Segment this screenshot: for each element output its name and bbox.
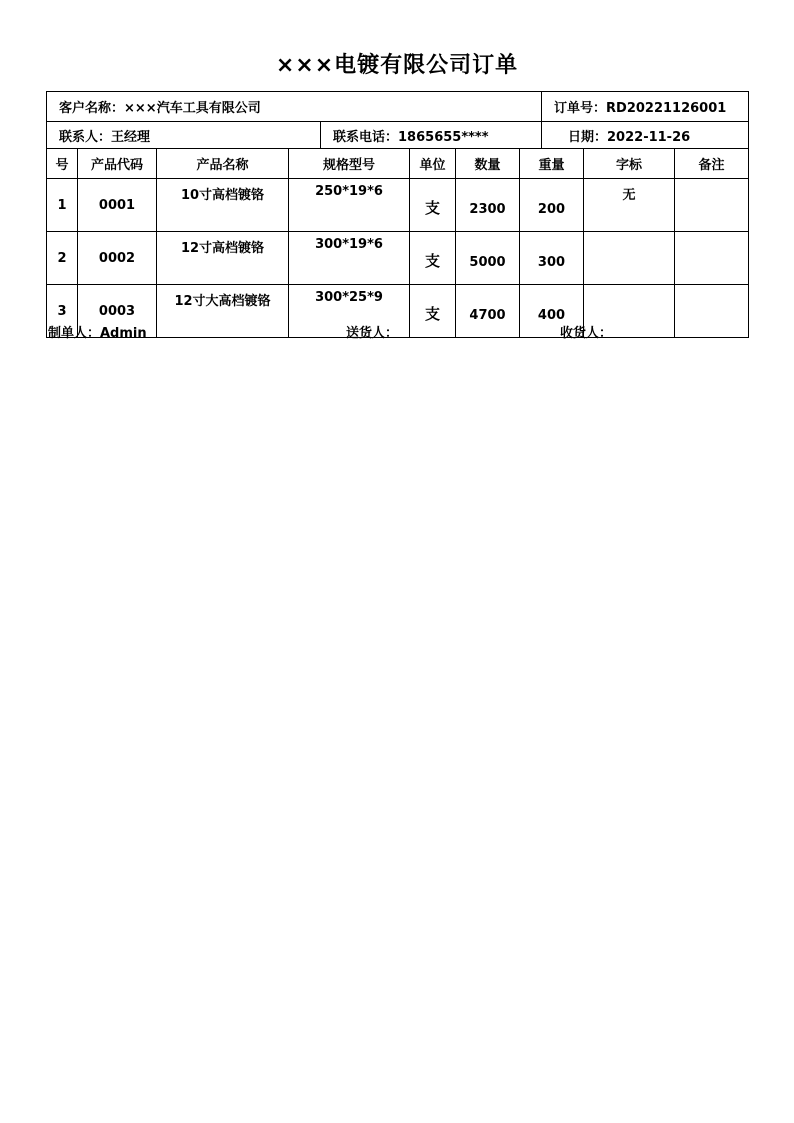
table-row bbox=[47, 232, 749, 285]
row-code: 0001 bbox=[78, 179, 157, 232]
row-weight: 400 bbox=[520, 285, 584, 338]
table-row bbox=[47, 179, 749, 232]
column-header-weight: 重量 bbox=[520, 149, 584, 179]
row-remark bbox=[675, 285, 749, 338]
row-remark bbox=[675, 232, 749, 285]
row-unit: 支 bbox=[410, 179, 456, 232]
deliverer-signature: 送货人： bbox=[346, 326, 399, 341]
column-header-name: 产品名称 bbox=[157, 149, 289, 179]
order-items-table bbox=[46, 148, 749, 338]
contact-value: 王经理 bbox=[111, 129, 151, 145]
row-spec: 300*19*6 bbox=[289, 232, 410, 285]
row-code: 0002 bbox=[78, 232, 157, 285]
row-no: 2 bbox=[47, 232, 78, 285]
row-weight: 300 bbox=[520, 232, 584, 285]
document-title: ×××电镀有限公司订单 bbox=[275, 53, 519, 78]
row-mark: 无 bbox=[584, 179, 675, 232]
column-header-code: 产品代码 bbox=[78, 149, 157, 179]
column-header-remark: 备注 bbox=[675, 149, 749, 179]
row-unit: 支 bbox=[410, 232, 456, 285]
row-code: 0003 bbox=[78, 285, 157, 338]
row-weight: 200 bbox=[520, 179, 584, 232]
receiver-signature: 收货人： bbox=[560, 326, 613, 341]
column-header-unit: 单位 bbox=[410, 149, 456, 179]
order-number-value: RD20221126001 bbox=[606, 101, 727, 116]
order-info-row-1 bbox=[46, 91, 749, 122]
column-header-no: 号 bbox=[47, 149, 78, 179]
row-no: 3 bbox=[47, 285, 78, 338]
row-qty: 4700 bbox=[456, 285, 520, 338]
phone-label: 联系电话： bbox=[333, 129, 399, 145]
order-number-label: 订单号： bbox=[554, 101, 607, 116]
customer-cell bbox=[47, 92, 542, 122]
row-name: 10寸高档镀铬 bbox=[157, 179, 289, 232]
order-maker: 制单人：Admin bbox=[48, 326, 147, 341]
column-header-mark: 字标 bbox=[584, 149, 675, 179]
row-name: 12寸高档镀铬 bbox=[157, 232, 289, 285]
table-header-row bbox=[47, 149, 749, 179]
row-qty: 5000 bbox=[456, 232, 520, 285]
row-remark bbox=[675, 179, 749, 232]
row-spec: 250*19*6 bbox=[289, 179, 410, 232]
row-mark bbox=[584, 232, 675, 285]
row-no: 1 bbox=[47, 179, 78, 232]
order-info-row-2 bbox=[46, 121, 749, 149]
row-qty: 2300 bbox=[456, 179, 520, 232]
row-unit: 支 bbox=[410, 285, 456, 338]
customer-value: ×××汽车工具有限公司 bbox=[124, 101, 261, 116]
column-header-spec: 规格型号 bbox=[289, 149, 410, 179]
order-number-cell bbox=[542, 92, 749, 122]
phone-cell bbox=[321, 122, 542, 149]
date-value: 2022-11-26 bbox=[607, 129, 691, 145]
date-cell bbox=[542, 122, 749, 149]
date-label: 日期： bbox=[568, 129, 608, 145]
column-header-qty: 数量 bbox=[456, 149, 520, 179]
row-spec: 300*25*9 bbox=[289, 285, 410, 338]
contact-cell bbox=[47, 122, 321, 149]
phone-value: 1865655**** bbox=[398, 129, 489, 145]
row-name: 12寸大高档镀铬 bbox=[157, 285, 289, 338]
contact-label: 联系人： bbox=[59, 129, 112, 145]
customer-label: 客户名称： bbox=[59, 101, 125, 116]
